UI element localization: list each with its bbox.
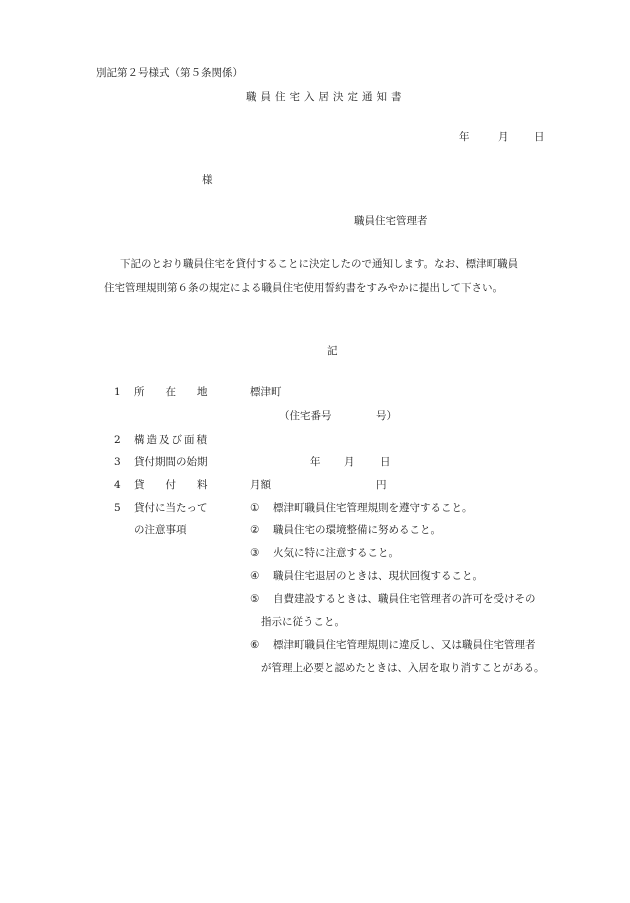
date-day: 日	[534, 131, 545, 143]
note-6-text: 標津町職員住宅管理規則に違反し、又は職員住宅管理者	[273, 639, 536, 651]
form-label: 別記第２号様式（第５条関係）	[96, 67, 243, 79]
note-5-mark: ⑤	[250, 593, 260, 605]
item-3-number: 3	[114, 456, 121, 468]
note-2-text: 職員住宅の環境整備に努めること。	[273, 524, 441, 536]
item-3-month: 月	[344, 456, 355, 468]
item-1-number: 1	[114, 386, 121, 398]
body-line-2: 住宅管理規則第６条の規定による職員住宅使用誓約書をすみやかに提出して下さい。	[104, 282, 503, 294]
item-3-day: 日	[380, 456, 391, 468]
note-1-mark: ①	[250, 502, 260, 514]
document-title: 職員住宅入居決定通知書	[246, 91, 406, 103]
note-1-text: 標津町職員住宅管理規則を遵守すること。	[273, 502, 473, 514]
item-3-label: 貸付期間の始期	[134, 456, 208, 468]
item-4-unit: 円	[376, 479, 387, 491]
note-6-mark: ⑥	[250, 639, 260, 651]
note-3-mark: ③	[250, 547, 260, 559]
note-5-text: 自費建設するときは、職員住宅管理者の許可を受けその	[273, 593, 536, 605]
item-1-house-number-end: 号）	[376, 410, 397, 422]
item-5-label-line-1: 貸付に当たって	[134, 502, 208, 514]
note-3-text: 火気に特に注意すること。	[273, 547, 399, 559]
item-4-label: 貸付料	[134, 479, 229, 491]
note-6-continuation: が管理上必要と認めたときは、入居を取り消すことがある。	[261, 662, 545, 674]
item-2-number: 2	[114, 434, 121, 446]
note-4-text: 職員住宅退居のときは、現状回復すること。	[273, 570, 483, 582]
note-4-mark: ④	[250, 570, 260, 582]
body-line-1: 下記のとおり職員住宅を貸付することに決定したので通知します。なお、標津町職員	[120, 258, 519, 270]
item-4-value: 月額	[250, 479, 271, 491]
item-5-number: 5	[114, 502, 121, 514]
item-1-house-number-label: （住宅番号	[279, 410, 332, 422]
item-5-label-line-2: の注意事項	[134, 524, 187, 536]
date-month: 月	[498, 131, 509, 143]
date-year: 年	[459, 131, 470, 143]
item-1-value: 標津町	[250, 386, 282, 398]
addressee-suffix: 様	[202, 174, 213, 186]
issuer: 職員住宅管理者	[354, 215, 428, 227]
note-2-mark: ②	[250, 524, 260, 536]
note-5-continuation: 指示に従うこと。	[261, 616, 345, 628]
item-3-year: 年	[310, 456, 321, 468]
ki-label: 記	[327, 345, 338, 357]
item-1-label: 所在地	[134, 386, 229, 398]
item-2-label: 構造及び面積	[134, 434, 209, 446]
item-4-number: 4	[114, 479, 121, 491]
